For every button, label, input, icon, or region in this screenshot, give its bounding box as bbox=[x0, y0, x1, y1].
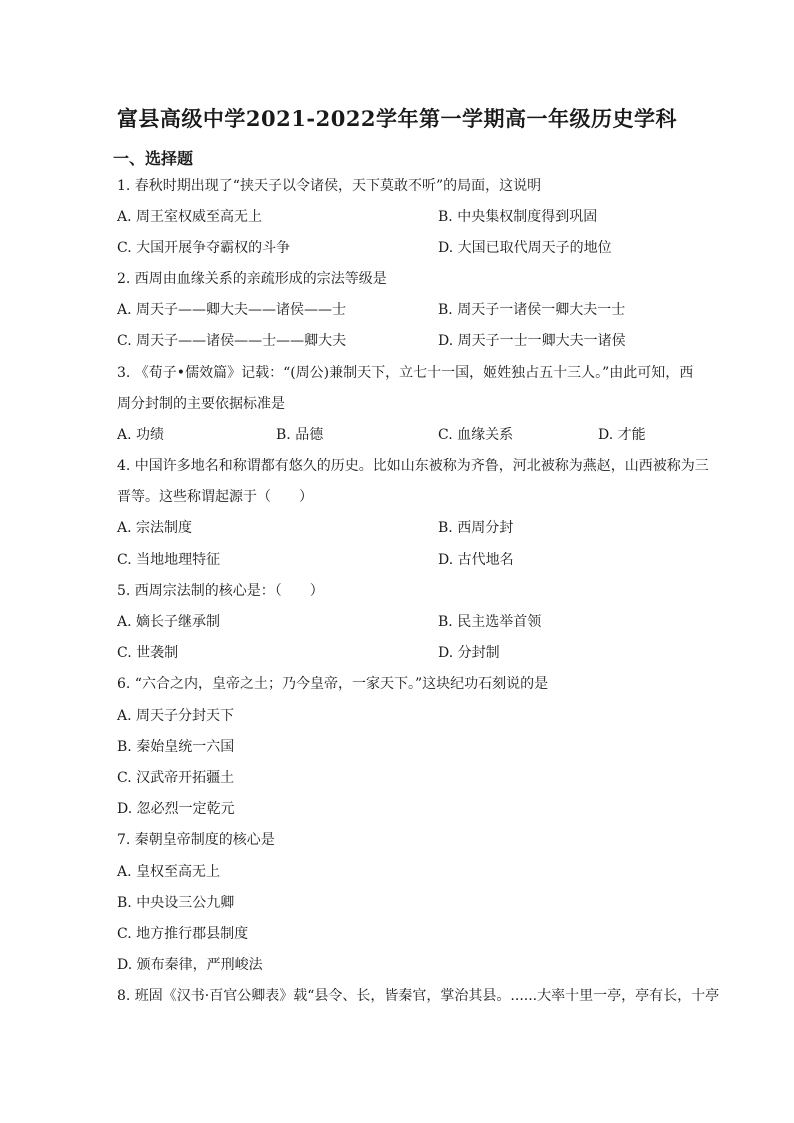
question-4-option-a: A. 宗法制度 bbox=[117, 520, 193, 536]
question-5-option-a: A. 嫡长子继承制 bbox=[117, 614, 221, 630]
question-6-stem: 6. “六合之内，皇帝之土；乃今皇帝，一家天下。”这块纪功石刻说的是 bbox=[117, 676, 549, 692]
question-3-stem-line-2: 周分封制的主要依据标准是 bbox=[117, 396, 285, 412]
question-6-option-b: B. 秦始皇统一六国 bbox=[117, 739, 235, 755]
question-5-option-b: B. 民主选举首领 bbox=[438, 614, 542, 630]
question-4-option-b: B. 西周分封 bbox=[438, 520, 514, 536]
question-7-option-d: D. 颁布秦律，严刑峻法 bbox=[117, 957, 263, 973]
question-5-option-d: D. 分封制 bbox=[438, 645, 500, 661]
question-2-option-c: C. 周天子——诸侯——士——卿大夫 bbox=[117, 333, 347, 349]
question-2-option-a: A. 周天子——卿大夫——诸侯——士 bbox=[117, 302, 347, 318]
question-3-option-a: A. 功绩 bbox=[117, 427, 165, 443]
question-7-option-a: A. 皇权至高无上 bbox=[117, 864, 221, 880]
question-3-option-d: D. 才能 bbox=[598, 427, 646, 443]
question-3-option-b: B. 品德 bbox=[276, 427, 324, 443]
question-4-stem-line-1: 4. 中国许多地名和称谓都有悠久的历史。比如山东被称为齐鲁，河北被称为燕赵，山西被称为三 bbox=[117, 458, 709, 474]
question-7-option-c: C. 地方推行郡县制度 bbox=[117, 926, 249, 942]
question-1-option-a: A. 周王室权威至高无上 bbox=[117, 209, 263, 225]
question-1-option-b: B. 中央集权制度得到巩固 bbox=[438, 209, 598, 225]
question-5-option-c: C. 世袭制 bbox=[117, 645, 179, 661]
question-8-stem: 8. 班固《汉书·百官公卿表》载“县令、长，皆秦官，掌治其县。......大率十里一亭，亭有长，十亭 bbox=[117, 988, 720, 1004]
question-1-option-d: D. 大国已取代周天子的地位 bbox=[438, 240, 612, 256]
question-3-option-c: C. 血缘关系 bbox=[438, 427, 514, 443]
section-heading: 一、选择题 bbox=[113, 149, 194, 168]
question-3-stem-line-1: 3. 《荀子•儒效篇》记载：“(周公)兼制天下，立七十一国，姬姓独占五十三人。”由此可知，西 bbox=[117, 365, 694, 381]
question-4-stem-line-2: 晋等。这些称谓起源于（ ） bbox=[117, 489, 313, 505]
question-2-option-b: B. 周天子一诸侯一卿大夫一士 bbox=[438, 302, 626, 318]
page-title: 富县高级中学2021-2022学年第一学期高一年级历史学科 bbox=[116, 106, 678, 131]
question-4-option-d: D. 古代地名 bbox=[438, 552, 514, 568]
question-4-option-c: C. 当地地理特征 bbox=[117, 552, 221, 568]
question-7-stem: 7. 秦朝皇帝制度的核心是 bbox=[117, 832, 275, 848]
question-6-option-a: A. 周天子分封天下 bbox=[117, 708, 235, 724]
question-5-stem: 5. 西周宗法制的核心是：（ ） bbox=[117, 583, 324, 599]
question-1-stem: 1. 春秋时期出现了“挟天子以令诸侯，天下莫敢不听”的局面，这说明 bbox=[117, 178, 542, 194]
question-2-stem: 2. 西周由血缘关系的亲疏形成的宗法等级是 bbox=[117, 271, 387, 287]
question-1-option-c: C. 大国开展争夺霸权的斗争 bbox=[117, 240, 291, 256]
question-6-option-c: C. 汉武帝开拓疆土 bbox=[117, 770, 235, 786]
question-2-option-d: D. 周天子一士一卿大夫一诸侯 bbox=[438, 333, 626, 349]
question-7-option-b: B. 中央设三公九卿 bbox=[117, 895, 235, 911]
question-6-option-d: D. 忽必烈一定乾元 bbox=[117, 801, 235, 817]
